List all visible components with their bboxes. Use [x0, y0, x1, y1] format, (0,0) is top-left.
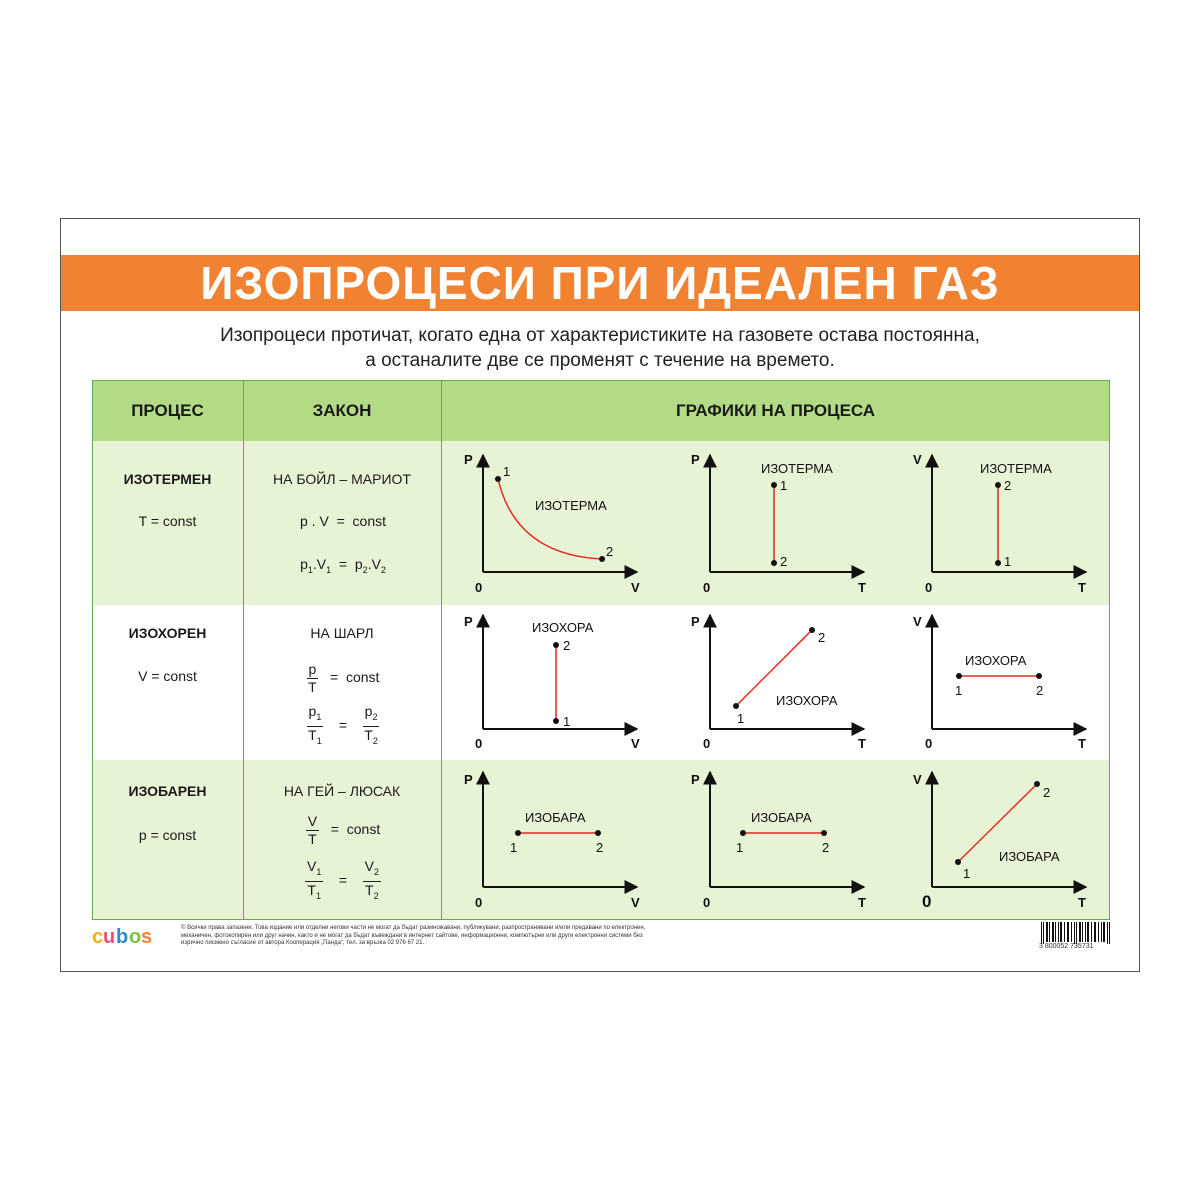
graphs-canvas [441, 380, 1110, 920]
origin-label: 0 [925, 736, 933, 751]
poster-title: ИЗОПРОЦЕСИ ПРИ ИДЕАЛЕН ГАЗ [200, 257, 1000, 309]
curve-label: ИЗОХОРА [532, 620, 594, 635]
axis-label-y: P [464, 614, 473, 629]
equals-sign: = [338, 872, 348, 888]
cubos-logo [92, 925, 164, 955]
axis-label-x: T [858, 580, 866, 595]
point-top-label: 2 [1043, 785, 1051, 800]
axis-label-x: V [631, 580, 640, 595]
process-name-isochoric: ИЗОХОРЕН [128, 625, 207, 641]
origin-label: 0 [475, 580, 483, 595]
header-process: ПРОЦЕС [131, 400, 204, 420]
process-const-isochoric: V = const [138, 668, 197, 684]
point-1 [995, 560, 1001, 566]
frac-num [363, 858, 381, 882]
point-top-label: 2 [818, 630, 826, 645]
sub-2: 2 [362, 564, 368, 575]
copyright-notice: © Всички права запазени. Това издание или отделни негови части не могат да бъдат размножавани, публикувани, разпространявани и/или предавани по електронен, механичен, фотокопирен или друг начин, както и не могат да бъдат въвеждани в интернет сайтове, информационни, компютърни или други електронни системи без изрично писмено съгласие от автора Кооперация „Панда“, тел. за връзка 02 976 67 21. [181, 925, 646, 946]
process-table [92, 380, 1110, 920]
frac-num [305, 858, 323, 882]
axis-label-y: V [913, 614, 922, 629]
point-2-label: 2 [596, 840, 604, 855]
curve-label: ИЗОБАРА [751, 810, 812, 825]
fraction-p-t [307, 661, 319, 696]
point-2 [553, 642, 559, 648]
subtitle [61, 323, 1139, 373]
point-2 [1036, 673, 1042, 679]
header-law: ЗАКОН [312, 400, 372, 420]
law-name-isothermal: НА БОЙЛ – МАРИОТ [273, 471, 411, 487]
point-1 [553, 718, 559, 724]
curve-label: ИЗОХОРА [776, 693, 838, 708]
origin-label: 0 [703, 736, 711, 751]
sub-1: 1 [315, 890, 321, 901]
process-const-isobaric: p = const [138, 827, 197, 843]
sub-2: 2 [373, 890, 379, 901]
const-word: const [352, 513, 386, 529]
axis-label-x: T [1078, 580, 1086, 595]
law-name-isobaric: НА ГЕЙ – ЛЮСАК [283, 783, 401, 799]
law-v: V [316, 556, 327, 572]
point-2 [771, 560, 777, 566]
law-v: V [371, 556, 381, 572]
point-top-label: 2 [563, 638, 571, 653]
svg-text:u: u [103, 926, 115, 948]
point-bottom-label: 1 [563, 714, 571, 729]
graph-isobar-pv [464, 772, 640, 910]
equals-sign: = [336, 513, 345, 529]
frac-num [363, 703, 380, 727]
axis-label-y: P [464, 452, 473, 467]
process-name-isothermal: ИЗОТЕРМЕН [123, 471, 212, 487]
law-p: p [300, 556, 308, 572]
frac-p: p [308, 703, 317, 719]
barcode-number: 3 800052 735731 [1039, 943, 1094, 950]
point-bottom-label: 1 [963, 866, 971, 881]
fraction-v2-t2 [363, 858, 381, 905]
equals-sign: = [330, 821, 339, 838]
fraction-v1-t1 [305, 858, 323, 905]
fraction-p1-t1 [307, 703, 324, 750]
dot: . [367, 556, 372, 572]
law-formula-isothermal-1 [243, 513, 443, 529]
axis-label-x: V [631, 895, 640, 910]
law-p: p [354, 556, 363, 572]
frac-num: V [307, 813, 318, 829]
svg-text:s: s [141, 926, 152, 948]
frac-p: p [364, 703, 373, 719]
fraction-p2-t2 [363, 703, 380, 750]
point-1-label: 1 [503, 464, 511, 479]
axis-label-x: T [1078, 736, 1086, 751]
point-2 [595, 830, 601, 836]
origin-label: 0 [922, 892, 932, 911]
axis-label-y: P [464, 772, 473, 787]
law-formula-isochoric-2 [243, 703, 443, 750]
frac-num: p [308, 661, 317, 677]
sub-2: 2 [372, 735, 378, 746]
point-1 [956, 673, 962, 679]
process-const-isothermal: T = const [138, 513, 197, 529]
point-1-label: 1 [736, 840, 744, 855]
point-top-label: 2 [1004, 478, 1012, 493]
point-1 [495, 476, 501, 482]
svg-text:c: c [92, 926, 103, 948]
point-2 [809, 627, 815, 633]
graph-isochore-vt [913, 614, 1086, 751]
axis-label-y: V [913, 772, 922, 787]
point-2 [821, 830, 827, 836]
graph-isotherm-vt [913, 452, 1086, 595]
sub-1: 1 [307, 564, 313, 575]
curve-label: ИЗОХОРА [965, 653, 1027, 668]
equals-sign: = [338, 717, 348, 733]
frac-den [307, 727, 324, 750]
graph-isochore-pv [464, 614, 640, 751]
subtitle-line-1: Изопроцеси протичат, когато една от характеристиките на газовете остава постоянна, [220, 325, 980, 346]
law-formula-isothermal-2 [243, 556, 443, 575]
sub-2: 2 [374, 866, 380, 877]
frac-v: V [306, 858, 317, 874]
curve-label: ИЗОТЕРМА [535, 498, 607, 513]
dot: . [312, 556, 317, 572]
law-formula-isobaric-2 [243, 858, 443, 905]
frac-den [305, 882, 323, 905]
point-1-label: 1 [955, 683, 963, 698]
axis-label-x: T [1078, 895, 1086, 910]
isotherm-curve [498, 479, 602, 559]
frac-t: T [364, 726, 373, 743]
origin-label: 0 [925, 580, 933, 595]
point-1 [733, 703, 739, 709]
axis-label-y: P [691, 452, 700, 467]
frac-den: T [308, 831, 317, 847]
curve-label: ИЗОТЕРМА [761, 461, 833, 476]
point-1 [740, 830, 746, 836]
frac-num [307, 703, 324, 727]
sub-1: 1 [326, 564, 332, 575]
equals-sign: = [330, 669, 339, 686]
logo-graphic [92, 925, 164, 949]
point-2-label: 2 [1036, 683, 1044, 698]
svg-text:b: b [116, 926, 128, 948]
point-1-label: 1 [510, 840, 518, 855]
frac-v: V [364, 858, 374, 874]
axis-label-y: V [913, 452, 922, 467]
point-2 [995, 482, 1001, 488]
frac-t: T [307, 881, 316, 898]
curve-label: ИЗОТЕРМА [980, 461, 1052, 476]
law-formula-isobaric-1 [243, 813, 443, 848]
graph-isotherm-pv [464, 452, 640, 595]
point-2 [1034, 781, 1040, 787]
frac-den: T [308, 679, 317, 695]
equals-sign: = [338, 556, 348, 572]
point-1-label: 1 [780, 478, 788, 493]
point-2-label: 2 [822, 840, 830, 855]
point-2-label: 2 [780, 554, 788, 569]
graph-isobar-pt [691, 772, 866, 910]
point-2 [599, 556, 605, 562]
graph-isotherm-pt [691, 452, 866, 595]
axis-label-y: P [691, 772, 700, 787]
curve-label: ИЗОБАРА [525, 810, 586, 825]
const-word: const [345, 669, 380, 686]
frac-t: T [365, 881, 374, 898]
origin-label: 0 [475, 736, 483, 751]
sub-2: 2 [380, 564, 386, 575]
origin-label: 0 [475, 895, 483, 910]
point-1 [955, 859, 961, 865]
const-word: const [346, 821, 381, 838]
point-bottom-label: 1 [737, 711, 745, 726]
sub-2: 2 [372, 711, 378, 722]
curve-label: ИЗОБАРА [999, 849, 1060, 864]
frac-den [363, 727, 380, 750]
sub-1: 1 [316, 735, 322, 746]
law-formula-isochoric-1 [243, 661, 443, 696]
point-1 [771, 482, 777, 488]
point-1 [515, 830, 521, 836]
axis-label-x: T [858, 895, 866, 910]
point-bottom-label: 1 [1004, 554, 1012, 569]
header-graphs: ГРАФИКИ НА ПРОЦЕСА [675, 400, 876, 420]
svg-text:o: o [129, 926, 141, 948]
graph-isochore-pt [691, 614, 866, 751]
axis-label-y: P [691, 614, 700, 629]
sub-1: 1 [316, 711, 322, 722]
subtitle-line-2: а останалите две се променят с течение на времето. [365, 350, 835, 371]
fraction-v-t [306, 813, 319, 848]
law-pv: p . V [299, 513, 329, 529]
origin-label: 0 [703, 895, 711, 910]
frac-t: T [308, 726, 317, 743]
point-2-label: 2 [606, 544, 614, 559]
frac-den [363, 882, 381, 905]
axis-label-x: T [858, 736, 866, 751]
graph-isobar-vt [913, 772, 1086, 911]
title-bar [61, 255, 1139, 311]
sub-1: 1 [316, 866, 322, 877]
process-name-isobaric: ИЗОБАРЕН [128, 783, 207, 799]
poster [60, 218, 1140, 972]
axis-label-x: V [631, 736, 640, 751]
law-name-isochoric: НА ШАРЛ [310, 625, 374, 641]
origin-label: 0 [703, 580, 711, 595]
